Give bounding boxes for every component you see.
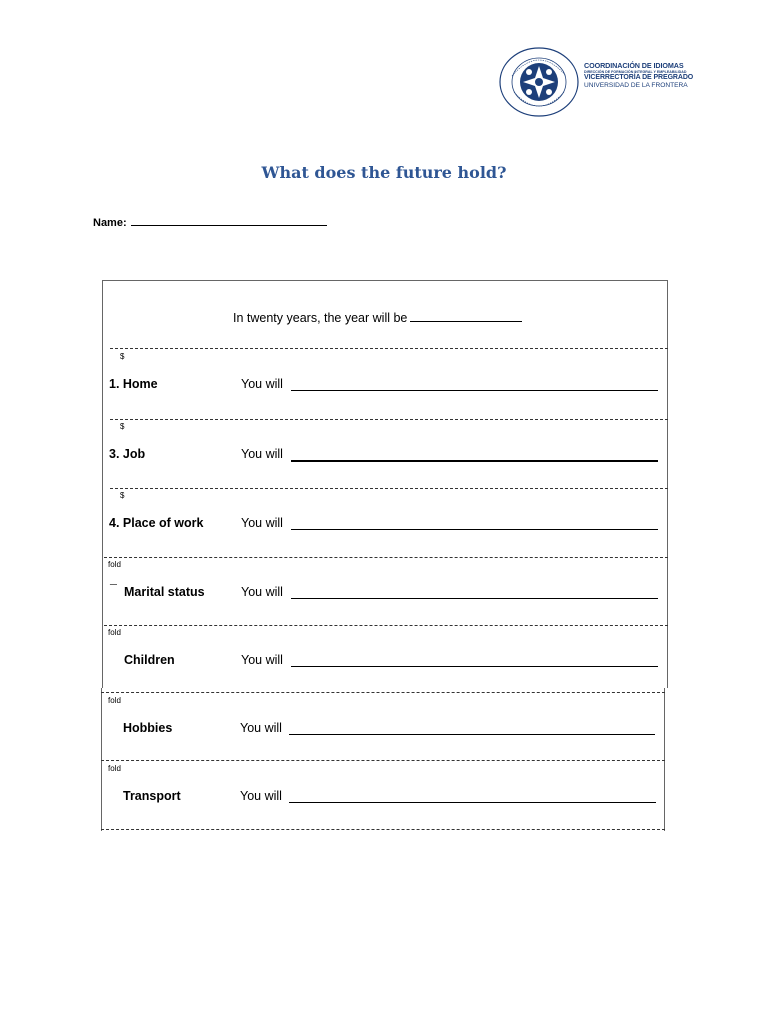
row-prompt: You will (240, 721, 282, 735)
fold-label: fold (108, 628, 121, 637)
fold-dashed-line (101, 829, 665, 830)
fold-dashed-line (101, 692, 665, 693)
logo-line-coordinacion: COORDINACIÓN DE IDIOMAS (584, 61, 684, 70)
answer-line-hobbies[interactable] (289, 734, 655, 735)
name-field-row (93, 216, 327, 229)
fold-mark: $ (120, 491, 125, 500)
page-title: What does the future hold? (261, 163, 507, 182)
logo-line-universidad: UNIVERSIDAD DE LA FRONTERA (584, 82, 688, 90)
row-prefix-mark: ¯ (110, 583, 117, 597)
row-label-hobbies: Hobbies (123, 721, 173, 735)
logo-text-block (584, 61, 694, 90)
fold-dashed-line (101, 760, 665, 761)
worksheet-box-upper (102, 280, 668, 688)
fold-mark: $ (120, 352, 125, 361)
fold-label: fold (108, 696, 121, 705)
fold-dashed-line (110, 348, 668, 349)
row-label-job: 3. Job (109, 447, 146, 461)
row-prompt: You will (241, 447, 283, 461)
row-label-transport: Transport (123, 789, 181, 803)
fold-label: fold (108, 560, 121, 569)
answer-line-children[interactable] (291, 666, 658, 667)
row-prompt: You will (241, 585, 283, 599)
row-prompt: You will (241, 377, 283, 391)
answer-line-marital-status[interactable] (291, 598, 658, 599)
fold-label: fold (108, 764, 121, 773)
row-label-place-of-work: 4. Place of work (109, 516, 204, 530)
answer-line-home[interactable] (291, 390, 658, 391)
year-blank-line[interactable] (410, 311, 522, 322)
row-label-home: 1. Home (109, 377, 158, 391)
intro-text: In twenty years, the year will be (233, 311, 408, 325)
fold-dashed-line (104, 557, 668, 558)
answer-line-transport[interactable] (289, 802, 656, 803)
name-label: Name: (93, 217, 127, 229)
row-label-marital-status: Marital status (124, 585, 205, 599)
fold-dashed-line (110, 488, 668, 489)
fold-dashed-line (110, 419, 668, 420)
row-prompt: You will (241, 653, 283, 667)
row-prompt: You will (240, 789, 282, 803)
answer-line-job[interactable] (291, 460, 658, 462)
answer-line-place-of-work[interactable] (291, 529, 658, 530)
row-prompt: You will (241, 516, 283, 530)
logo-line-vicerrectoria: VICERRECTORÍA DE PREGRADO (584, 74, 694, 82)
university-logo (498, 46, 694, 118)
university-seal-icon (498, 46, 580, 118)
row-label-children: Children (124, 653, 175, 667)
intro-row (233, 311, 522, 325)
name-blank-line[interactable] (131, 216, 327, 226)
fold-mark: $ (120, 422, 125, 431)
logo-line-direccion: DIRECCIÓN DE FORMACIÓN INTEGRAL Y EMPLEABILIDAD (584, 70, 687, 75)
fold-dashed-line (104, 625, 668, 626)
